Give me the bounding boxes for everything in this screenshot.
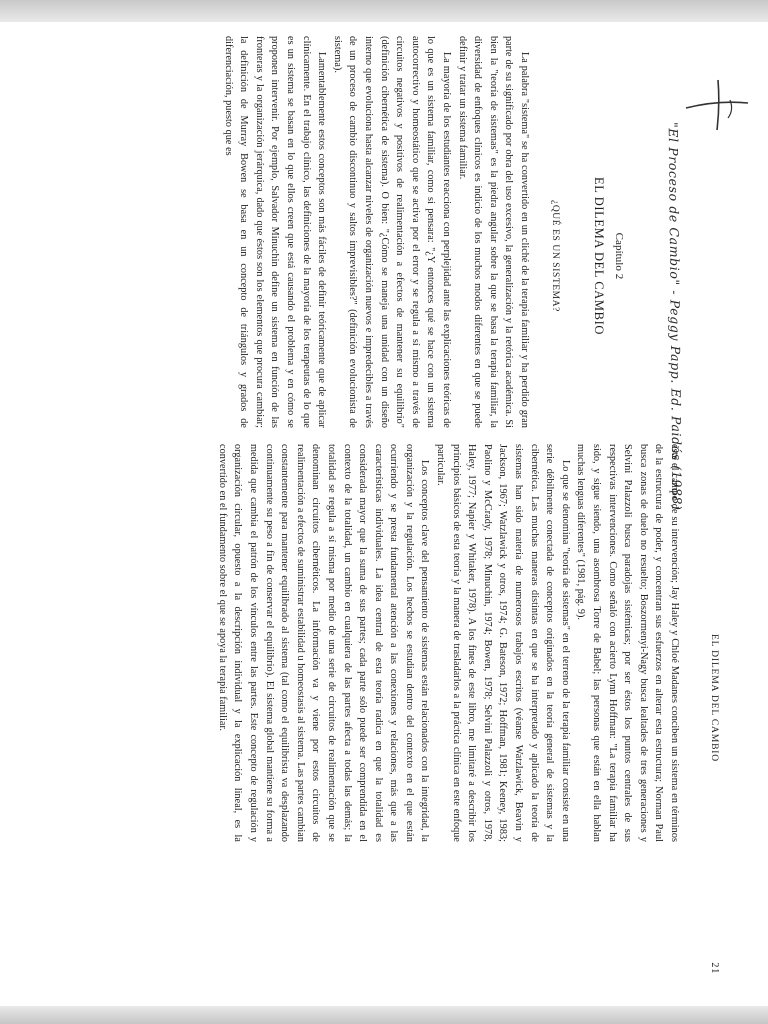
left-column [0, 36, 768, 428]
paragraph: éste el campo de su intervención; Jay Haley y Chloé Madanes conciben un sistema en términos de la estructura de poder, y concentran sus esfuerzos en alterar esta estructura; Norman Paul busca zonas de duelo no resuelto; Boszormenyi-Nagy busca lealtades de tres generaciones y Selvini Palazzoli busca paradojas sistémicas; por ser éstos los puntos centrales de sus respectivas intervenciones. Como señaló con acierto Lynn Hoffman: "La terapia familiar ha sido, y sigue siendo, una asombrosa Torre de Babel; las personas que están en ella hablan muchas lenguas diferentes" (1981, pág. 9). [575, 444, 680, 842]
paragraph: Lamentablemente estos conceptos son más fáciles de definir teóricamente que de aplicar clínicamente. En el trabajo clínico, las definiciones de la mayoría de los terapeutas de lo que es un sistema se basan en lo que ellos creen que está causando el problema y en cómo se proponen intervenir. Por ejemplo, Salvador Minuchin define un sistema en función de las fronteras y la organización jerárquica, dado que éstos son los elementos que procura cambiar; la definición de Murray Bowen se basa en un concepto de triángulos y grados de diferenciación, puesto que es [222, 36, 328, 428]
chapter-label: Capítulo 2 [613, 232, 625, 280]
rotated-book-page [0, 12, 768, 1012]
running-head-title: EL DILEMA DEL CAMBIO [709, 634, 720, 763]
paragraph: Los conceptos clave del pensamiento de sistemas están relacionados con la integridad, la organización y la regulación. Los hechos se estudian dentro del contexto en el que están ocurriendo y se presta fundamental atención a las conexiones y relaciones, más que a las características individuales. La idea central de esta teoría radica en que la totalidad es considerada mayor que la suma de sus partes; cada parte sólo puede ser comprendida en el contexto de la totalidad, un cambio en cualquiera de las partes afecta a todas las demás; la totalidad se regula a sí misma por medio de una serie de circuitos de realimentación que se denominan circuitos cibernéticos. La información va y viene por estos circuitos de realimentación a efectos de suministrar estabilidad u homeostasis al sistema. Las partes cambian constantemente para mantener equilibrado al sistema (tal como el equilibrista va desplazando continuamente su peso a fin de conservar el equilibrio). El sistema global mantiene su forma a medida que cambia el patrón de los vínculos entre las partes. Este concepto de regulación y organización circular, opuesto a la descripción individual y la explicación lineal, es la convertido en el fundamento sobre el que se apoya la terapia familiar. [216, 444, 431, 842]
left-column-text [220, 36, 532, 428]
chapter-title: EL DILEMA DEL CAMBIO [592, 177, 606, 335]
handwritten-citation: "El Proceso de Cambio" - Peggy Papp. Ed. Paidós (1988) [665, 121, 685, 511]
right-column [0, 444, 768, 842]
paragraph: Lo que se denomina "teoría de sistemas" en el terreno de la terapia familiar consiste en una serie débilmente conectada de conceptos originados en la teoría general de sistemas y la cibernética. Las muchas maneras distintas en que se ha interpretado y aplicado la teoría de sistemas han sido materia de numerosos trabajos escritos (véanse Watzlawick, Beavin y Jackson, 1967; Watzlawick y otros, 1974; G. Bateson, 1972; Hoffman, 1981; Keeney, 1983; Paolino y McCrady, 1978; Minuchin, 1974; Bowen, 1978; Selvini Palazzoli y otros, 1978, Haley, 1977; Napier y Whitaker, 1978). A los fines de este libro, me limitaré a describir los principios básicos de esta teoría y la manera de trasladarlos a la práctica clínica en este enfoque particular. [435, 444, 571, 842]
right-column-text [214, 444, 682, 842]
paragraph: La palabra "sistema" se ha convertido en un cliché de la terapia familiar y ha perdido gran parte de su significado por obra del uso excesivo, la generalización y la retórica académica. Si bien la "teoría de sistemas" es la piedra angular sobre la que se basa la terapia familiar, la diversidad de enfoques clínicos es indicio de los muchos modos diferentes en que se puede definir y tratar un sistema familiar. [456, 36, 530, 428]
paragraph: La mayoría de los estudiantes reacciona con perplejidad ante las explicaciones teóricas de lo que es un sistema familiar, como si pensara: "¿Y entonces qué se hace con un sistema autocorrectivo y homeostático que se activa por el error y se regula a sí mismo a través de circuitos negativos y positivos de realimentación a efectos de mantener su equilibrio" (definición cibernética de sistema). O bien: "¿Cómo se maneja una unidad con un diseño interno que evoluciona hasta alcanzar niveles de organización nuevos e impredecibles a través de un proceso de cambio discontinuo y saltos imprevisibles?" (definición evolucionista de sistema). [331, 36, 453, 428]
section-title: ¿QUÉ ES UN SISTEMA? [550, 200, 560, 312]
page-number: 21 [709, 962, 720, 974]
